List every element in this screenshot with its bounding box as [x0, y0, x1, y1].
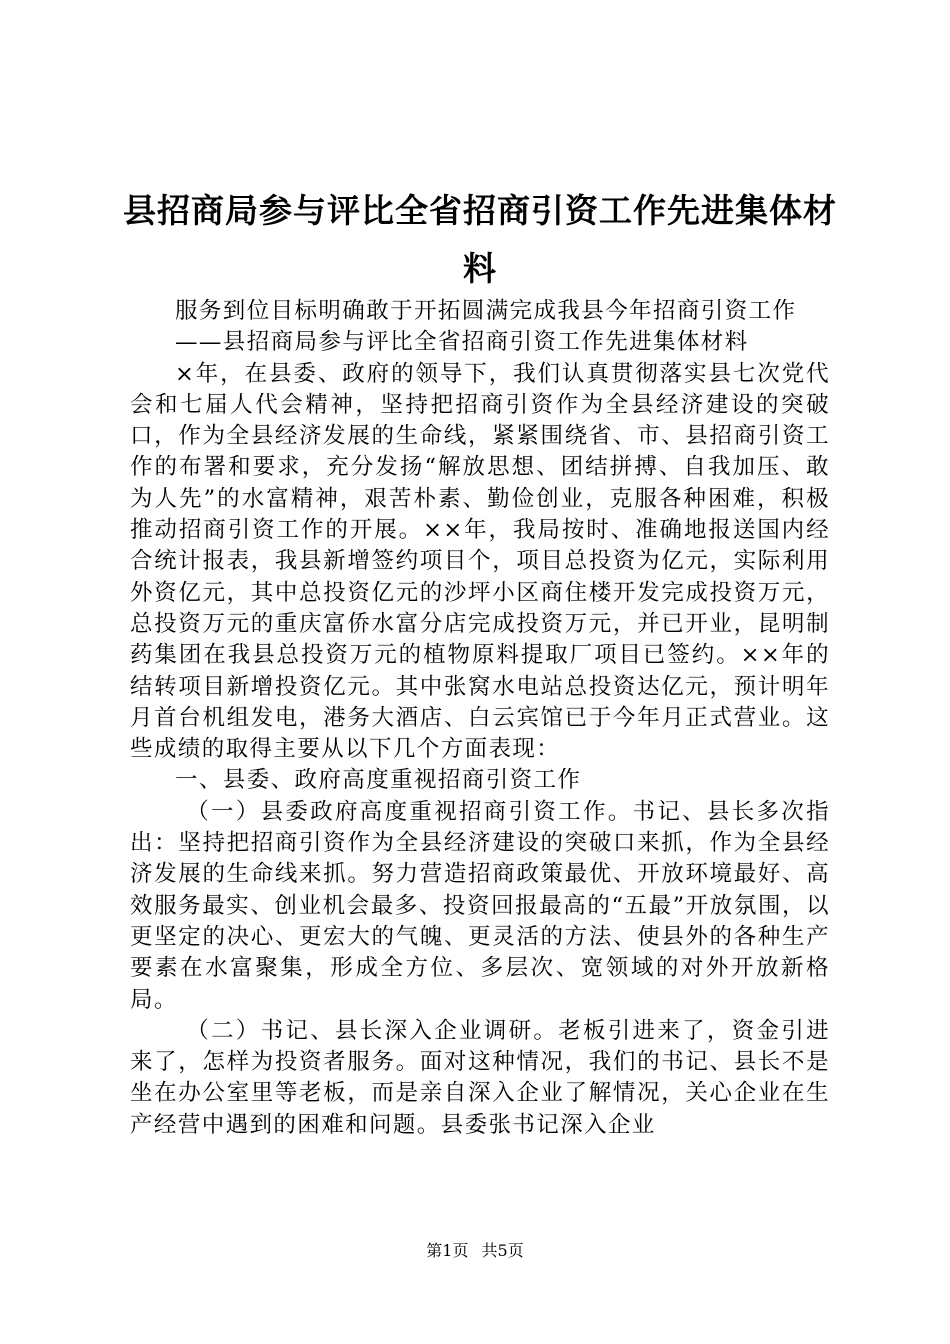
subtitle-attribution: ——县招商局参与评比全省招商引资工作先进集体材料	[175, 329, 749, 356]
subtitle-line: 服务到位目标明确敢于开拓圆满完成我县今年招商引资工作	[175, 298, 797, 324]
paragraph-intro: ×年，在县委、政府的领导下，我们认真贯彻落实县七次党代会和七届人代会精神，坚持把招商引资作为全县经济建设的突破口，作为全县经济发展的生命线，紧紧围绕省、市、县招商引资工作的布署和要求，充分发扬“解放思想、团结拼搏、自我加压、敢为人先”的水富精神，艰苦朴素、勤俭创业，克服各种困难，积极推动招商引资工作的开展。××年，我局按时、准确地报送国内经合统计报表，我县新增签约项目个，项目总投资为亿元，实际利用外资亿元，其中总投资亿元的沙坪小区商住楼开发完成投资万元，总投资万元的重庆富侨水富分店完成投资万元，并已开业，昆明制药集团在我县总投资万元的植物原料提取厂项目已签约。××年的结转项目新增投资亿元。其中张窝水电站总投资达亿元，预计明年月首台机组发电，港务大酒店、白云宾馆已于今年月正式营业。这些成绩的取得主要从以下几个方面表现：	[130, 360, 830, 763]
page-total: 共5页	[481, 1241, 524, 1260]
section-heading-1: 一、县委、政府高度重视招商引资工作	[175, 767, 582, 794]
paragraph-item-2: （二）书记、县长深入企业调研。老板引进来了，资金引进来了，怎样为投资者服务。面对这种情况，我们的书记、县长不是坐在办公室里等老板，而是亲自深入企业了解情况，关心企业在生产经营中遇到的困难和问题。县委张书记深入企业	[130, 1017, 830, 1138]
document-body	[130, 296, 830, 1141]
page-number: 第1页	[426, 1241, 469, 1260]
page-footer	[0, 1241, 950, 1261]
document-title: 县招商局参与评比全省招商引资工作先进集体材料	[123, 191, 837, 288]
paragraph-item-1: （一）县委政府高度重视招商引资工作。书记、县长多次指出：坚持把招商引资作为全县经济建设的突破口来抓，作为全县经济发展的生命线来抓。努力营造招商政策最优、开放环境最好、高效服务最实、创业机会最多、投资回报最高的“五最”开放氛围，以更坚定的决心、更宏大的气魄、更灵活的方法、使县外的各种生产要素在水富聚集，形成全方位、多层次、宽领域的对外开放新格局。	[130, 798, 830, 1013]
